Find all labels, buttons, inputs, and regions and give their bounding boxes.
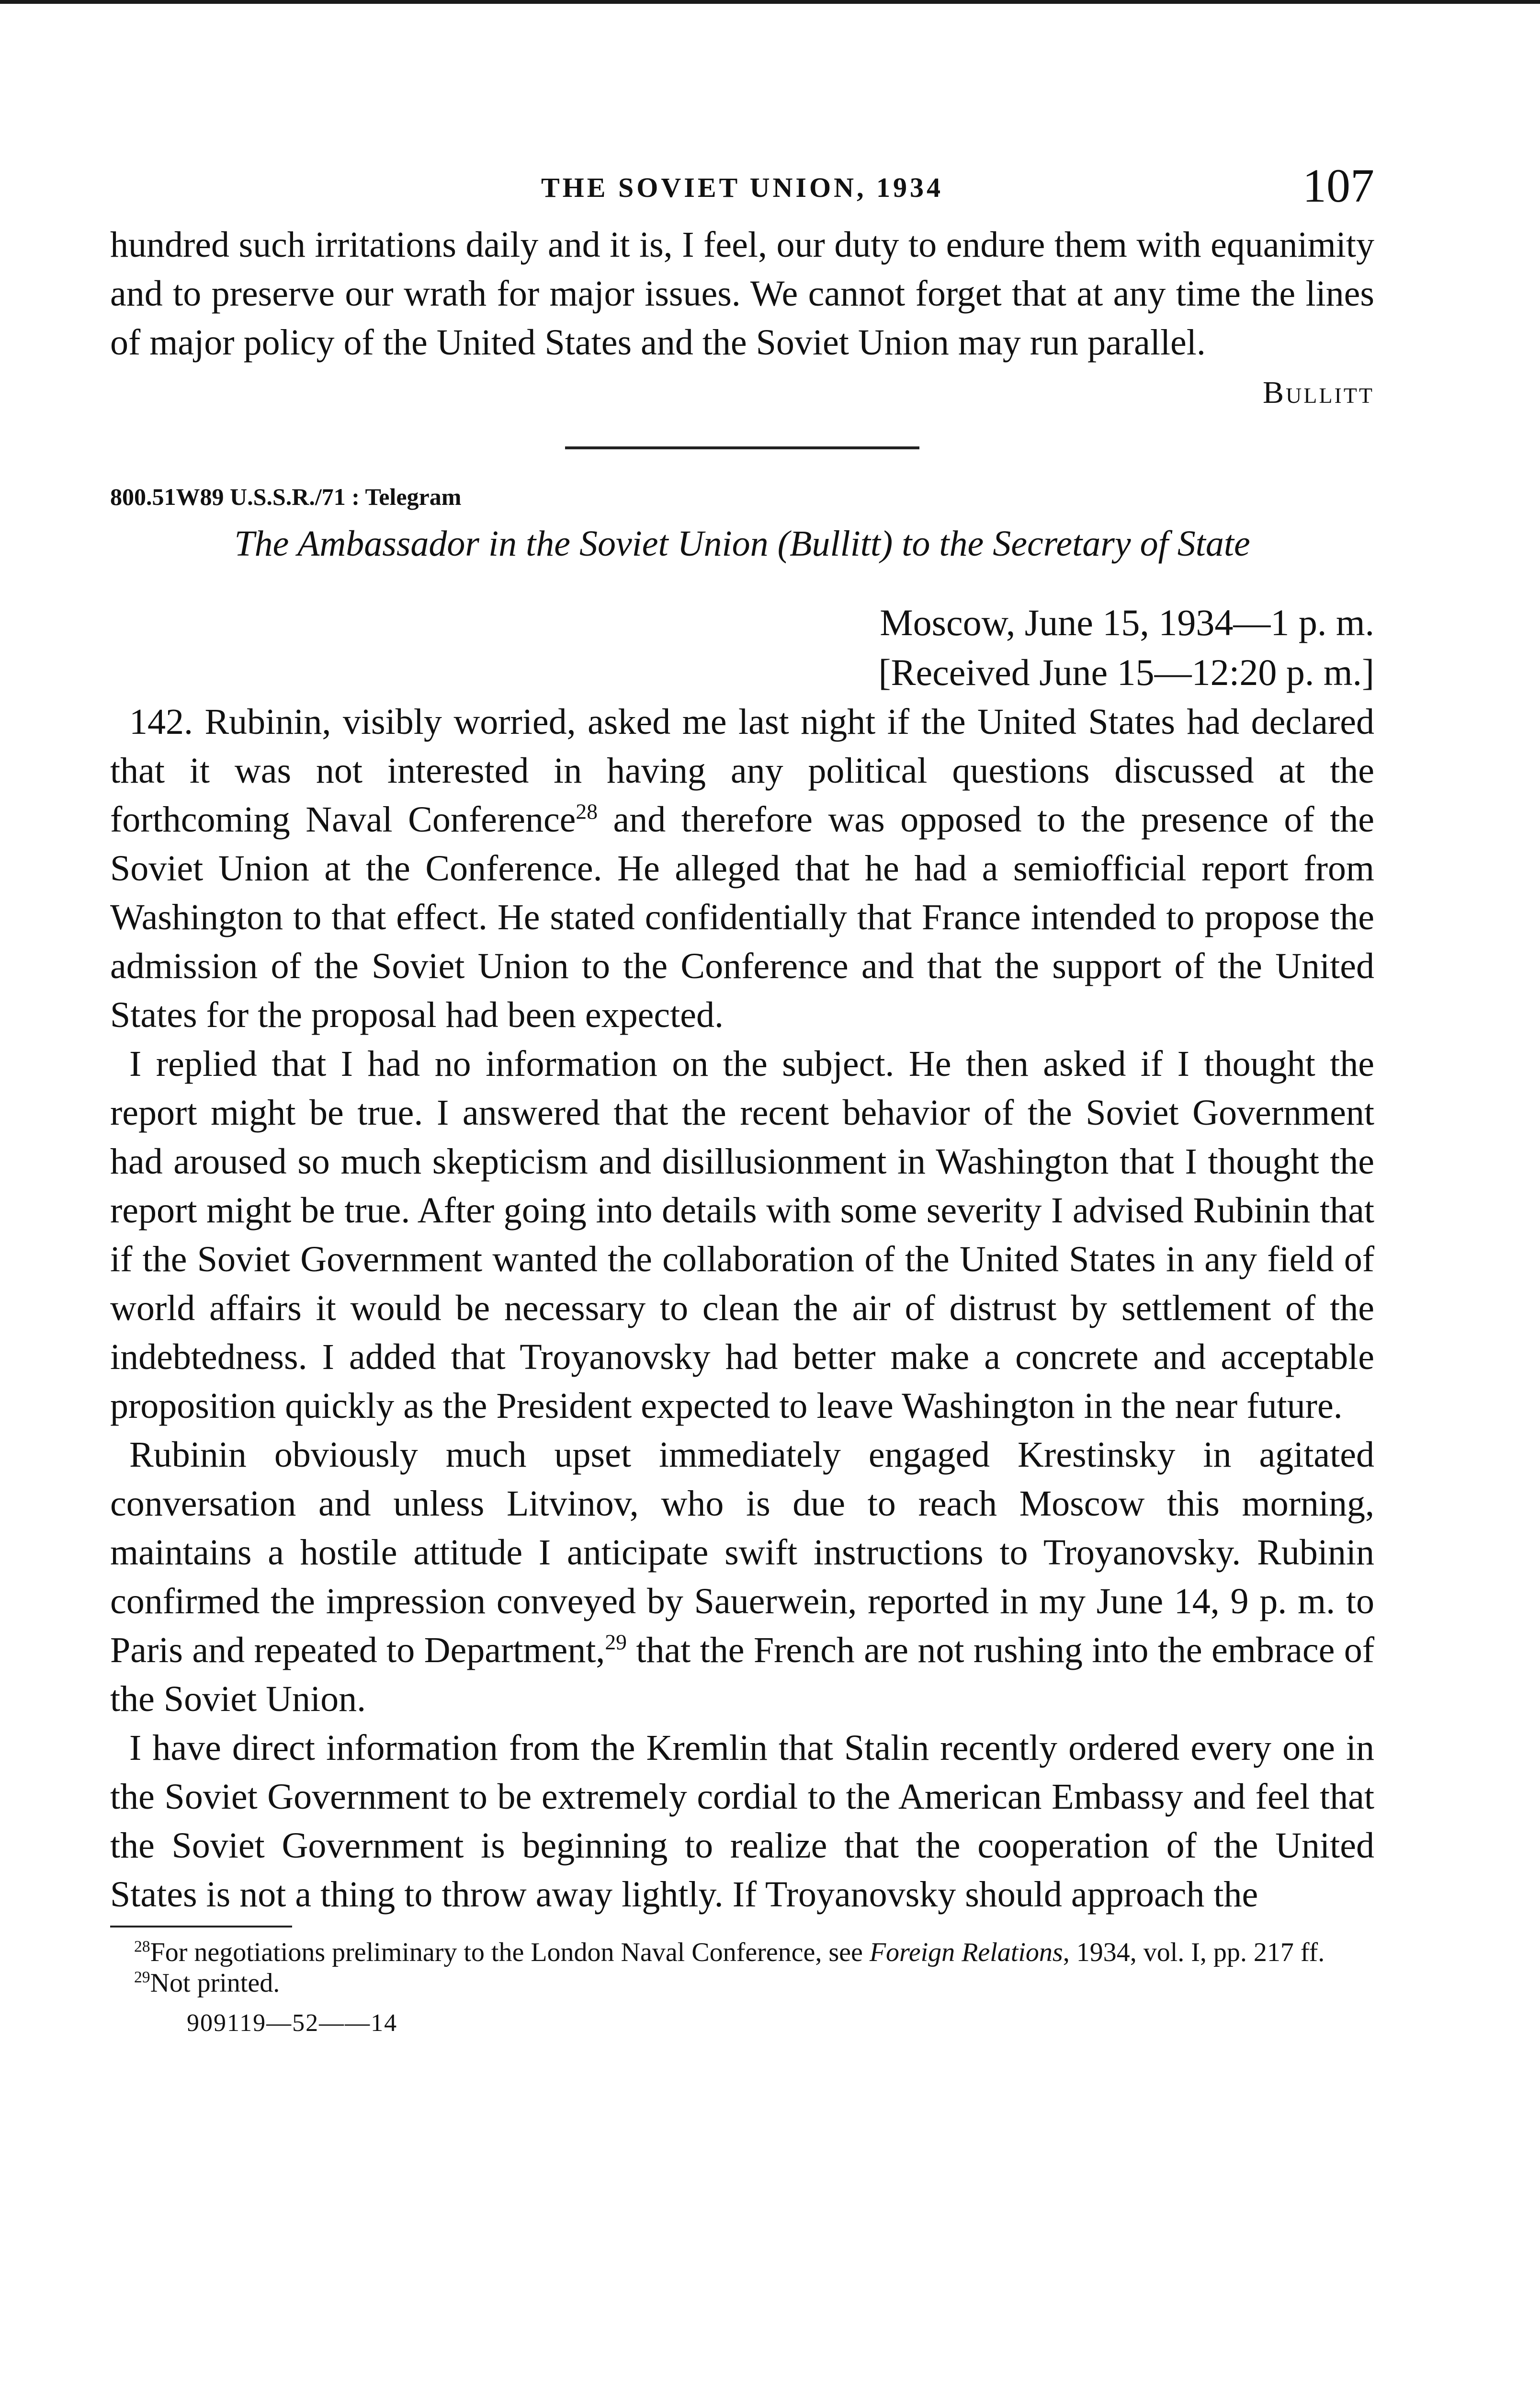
page-number: 107 xyxy=(1302,159,1374,212)
footnote-29 xyxy=(110,1968,1374,1998)
file-reference: 800.51W89 U.S.S.R./71 : Telegram xyxy=(110,483,462,510)
section-divider xyxy=(565,446,919,449)
body-paragraph-1-text-a: 142. Rubinin, visibly worried, asked me last night if the United States had declared that it was not interested in having any political questions discussed at the forthcoming Naval Conference xyxy=(110,702,1374,840)
dateline-sent: Moscow, June 15, 1934—1 p. m. xyxy=(880,602,1374,643)
footnote-ref-28: 28 xyxy=(576,799,598,824)
footnotes xyxy=(110,1937,1374,1998)
running-title: THE SOVIET UNION, 1934 xyxy=(541,172,943,203)
dateline xyxy=(110,598,1374,697)
body-paragraph-3-text-a: Rubinin obviously much upset immediately engaged Krestinsky in agitated conversation and unless Litvinov, who is due to reach Moscow this morning, maintains a hostile attitude I anticipate swift instructions to Troyanovsky. Rubinin confirmed the impression conveyed by Sauerwein, reported in my June 14, 9 p. m. to Paris and repeated to Department, xyxy=(110,1435,1374,1670)
footnote-29-number: 29 xyxy=(134,1968,150,1986)
body-paragraph-4: I have direct information from the Kremlin that Stalin recently ordered every one in the Soviet Government to be extremely cordial to the American Embassy and feel that the Soviet Government is beginning to realize that the cooperation of the United States is not a thing to throw away lightly. If Troyanovsky should approach the xyxy=(110,1728,1374,1915)
body-paragraph-1 xyxy=(110,697,1374,1039)
body-paragraph-2: I replied that I had no information on the subject. He then asked if I thought the report might be true. I answered that the recent behavior of the Soviet Government had aroused so much skepticism and disillusionment in Washington that I thought the report might be true. After going into details with some severity I advised Rubinin that if the Soviet Government wanted the collaboration of the United States in any field of world affairs it would be necessary to clean the air of distrust by settlement of the indebtedness. I added that Troyanovsky had better make a concrete and acceptable proposition quickly as the President expected to leave Washington in the near future. xyxy=(110,1044,1374,1426)
print-code: 909119—52——14 xyxy=(187,2009,398,2037)
footnote-28 xyxy=(110,1937,1374,1968)
body-paragraph-3-text-b: that the French are not rushing into the embrace of the Soviet Union. xyxy=(110,1630,1375,1719)
document-title: The Ambassador in the Soviet Union (Bullitt) to the Secretary of State xyxy=(234,524,1250,564)
top-border-rule xyxy=(0,0,1540,4)
running-head xyxy=(110,158,1374,220)
signature: Bullitt xyxy=(1263,375,1374,410)
dateline-received: [Received June 15—12:20 p. m.] xyxy=(878,651,1374,693)
footnote-ref-29: 29 xyxy=(605,1630,627,1654)
body-paragraph-1-text-b: and therefore was opposed to the presence of the Soviet Union at the Conference. He alleged that he had a semiofficial report from Washington to that effect. He stated confidentially that France intended to propose the admission of the Soviet Union to the Conference and that the support of the United States for the proposal had been expected. xyxy=(110,799,1374,1035)
footnote-28-text-a: For negotiations preliminary to the London Naval Conference, see xyxy=(150,1938,870,1967)
footnote-rule xyxy=(110,1926,292,1927)
footnote-28-number: 28 xyxy=(134,1938,150,1956)
document-page xyxy=(110,158,1374,2037)
continued-paragraph: hundred such irritations daily and it is, I feel, our duty to endure them with equanimity and to preserve our wrath for major issues. We cannot forget that at any time the lines of major policy of the United States and the Soviet Union may run parallel. xyxy=(110,225,1374,363)
body-paragraph-3 xyxy=(110,1430,1374,1723)
footnote-29-text: Not printed. xyxy=(150,1968,280,1998)
footnote-28-italic: Foreign Relations xyxy=(869,1938,1063,1967)
footnote-28-text-b: , 1934, vol. I, pp. 217 ff. xyxy=(1063,1938,1325,1967)
